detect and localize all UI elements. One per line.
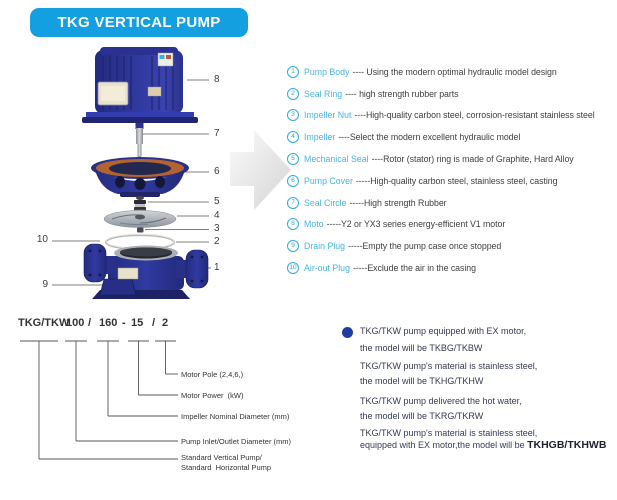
model-code-dash: -	[122, 317, 126, 329]
part-name: Pump Cover	[304, 175, 353, 186]
callout-9: 9	[42, 279, 48, 290]
callout-10: 10	[36, 234, 48, 245]
part-number-badge: 7	[287, 197, 299, 209]
part-desc: ---- Using the modern optimal hydraulic model design	[352, 66, 557, 77]
part-number-badge: 9	[287, 240, 299, 252]
part-desc: -----High strength Rubber	[349, 197, 447, 208]
model-code-pole: 2	[162, 317, 169, 329]
note-line-text: equipped with EX motor,the model will be	[360, 440, 528, 450]
note-line: the model will be TKHG/TKHW	[360, 376, 484, 386]
part-desc: ---- high strength rubber parts	[345, 88, 459, 99]
note-line: TKG/TKW pump equipped with EX motor,	[360, 326, 527, 336]
model-code-impeller: 160	[99, 317, 118, 329]
note-line: TKG/TKW pump's material is stainless steel,	[360, 428, 538, 438]
callout-2: 2	[214, 236, 220, 247]
part-desc: -----Y2 or YX3 series energy-efficient V1 motor	[326, 219, 506, 230]
note-line: TKG/TKW pump delivered the hot water,	[360, 396, 522, 406]
part-name: Impeller	[304, 132, 336, 143]
note-line: TKG/TKW pump's material is stainless steel,	[360, 361, 538, 371]
model-code-inlet: 100	[66, 317, 85, 329]
model-code-slash: /	[88, 317, 92, 329]
part-number-badge: 4	[287, 131, 299, 143]
part-desc: ----Select the modern excellent hydraulic model	[338, 132, 521, 143]
model-code-slash2: /	[152, 317, 156, 329]
label-standard-vertical: Standard Vertical Pump/	[181, 453, 262, 462]
note-line: the model will be TKRG/TKRW	[360, 411, 484, 421]
part-number-badge: 10	[287, 262, 299, 274]
part-name: Pump Body	[304, 66, 350, 77]
part-name: Air-out Plug	[304, 263, 350, 274]
label-inlet-outlet: Pump Inlet/Outlet Diameter (mm)	[181, 437, 292, 446]
page-title: TKG VERTICAL PUMP	[30, 8, 248, 37]
note-line: the model will be TKBG/TKBW	[360, 343, 483, 353]
part-name: Moto	[304, 219, 324, 230]
callout-8: 8	[214, 74, 220, 85]
part-name: Seal Ring	[304, 88, 343, 99]
part-number-badge: 5	[287, 153, 299, 165]
part-number-badge: 8	[287, 218, 299, 230]
part-name: Mechanical Seal	[304, 154, 369, 165]
callout-3: 3	[214, 223, 220, 234]
model-code-power: 15	[131, 317, 144, 329]
part-desc: ----High-quality carbon steel, corrosion-resistant stainless steel	[354, 110, 595, 121]
label-impeller-diameter: Impeller Nominal Diameter (mm)	[181, 412, 290, 421]
callout-7: 7	[214, 128, 220, 139]
part-desc: ----Rotor (stator) ring is made of Graphite, Hard Alloy	[371, 154, 574, 165]
part-name: Drain Plug	[304, 241, 346, 252]
part-name: Seal Circle	[304, 197, 347, 208]
callout-1: 1	[214, 262, 220, 273]
model-code-prefix: TKG/TKW	[18, 317, 70, 329]
note-line	[360, 439, 606, 451]
part-desc: -----High-quality carbon steel, stainless steel, casting	[355, 175, 558, 186]
label-motor-pole: Motor Pole (2,4,6,)	[181, 370, 244, 379]
part-desc: -----Empty the pump case once stopped	[348, 241, 502, 252]
part-number-badge: 2	[287, 88, 299, 100]
bullet-icon	[342, 327, 353, 338]
label-standard-horizontal: Standard Horizontal Pump	[181, 463, 272, 472]
part-name: Impeller Nut	[304, 110, 352, 121]
callout-4: 4	[214, 210, 220, 221]
label-motor-power: Motor Power (kW)	[181, 391, 244, 400]
part-number-badge: 1	[287, 66, 299, 78]
part-number-badge: 3	[287, 109, 299, 121]
callout-5: 5	[214, 196, 220, 207]
part-number-badge: 6	[287, 175, 299, 187]
callout-6: 6	[214, 166, 220, 177]
part-desc: -----Exclude the air in the casing	[352, 263, 476, 274]
note-bold-model: TKHGB/TKHWB	[527, 439, 607, 451]
